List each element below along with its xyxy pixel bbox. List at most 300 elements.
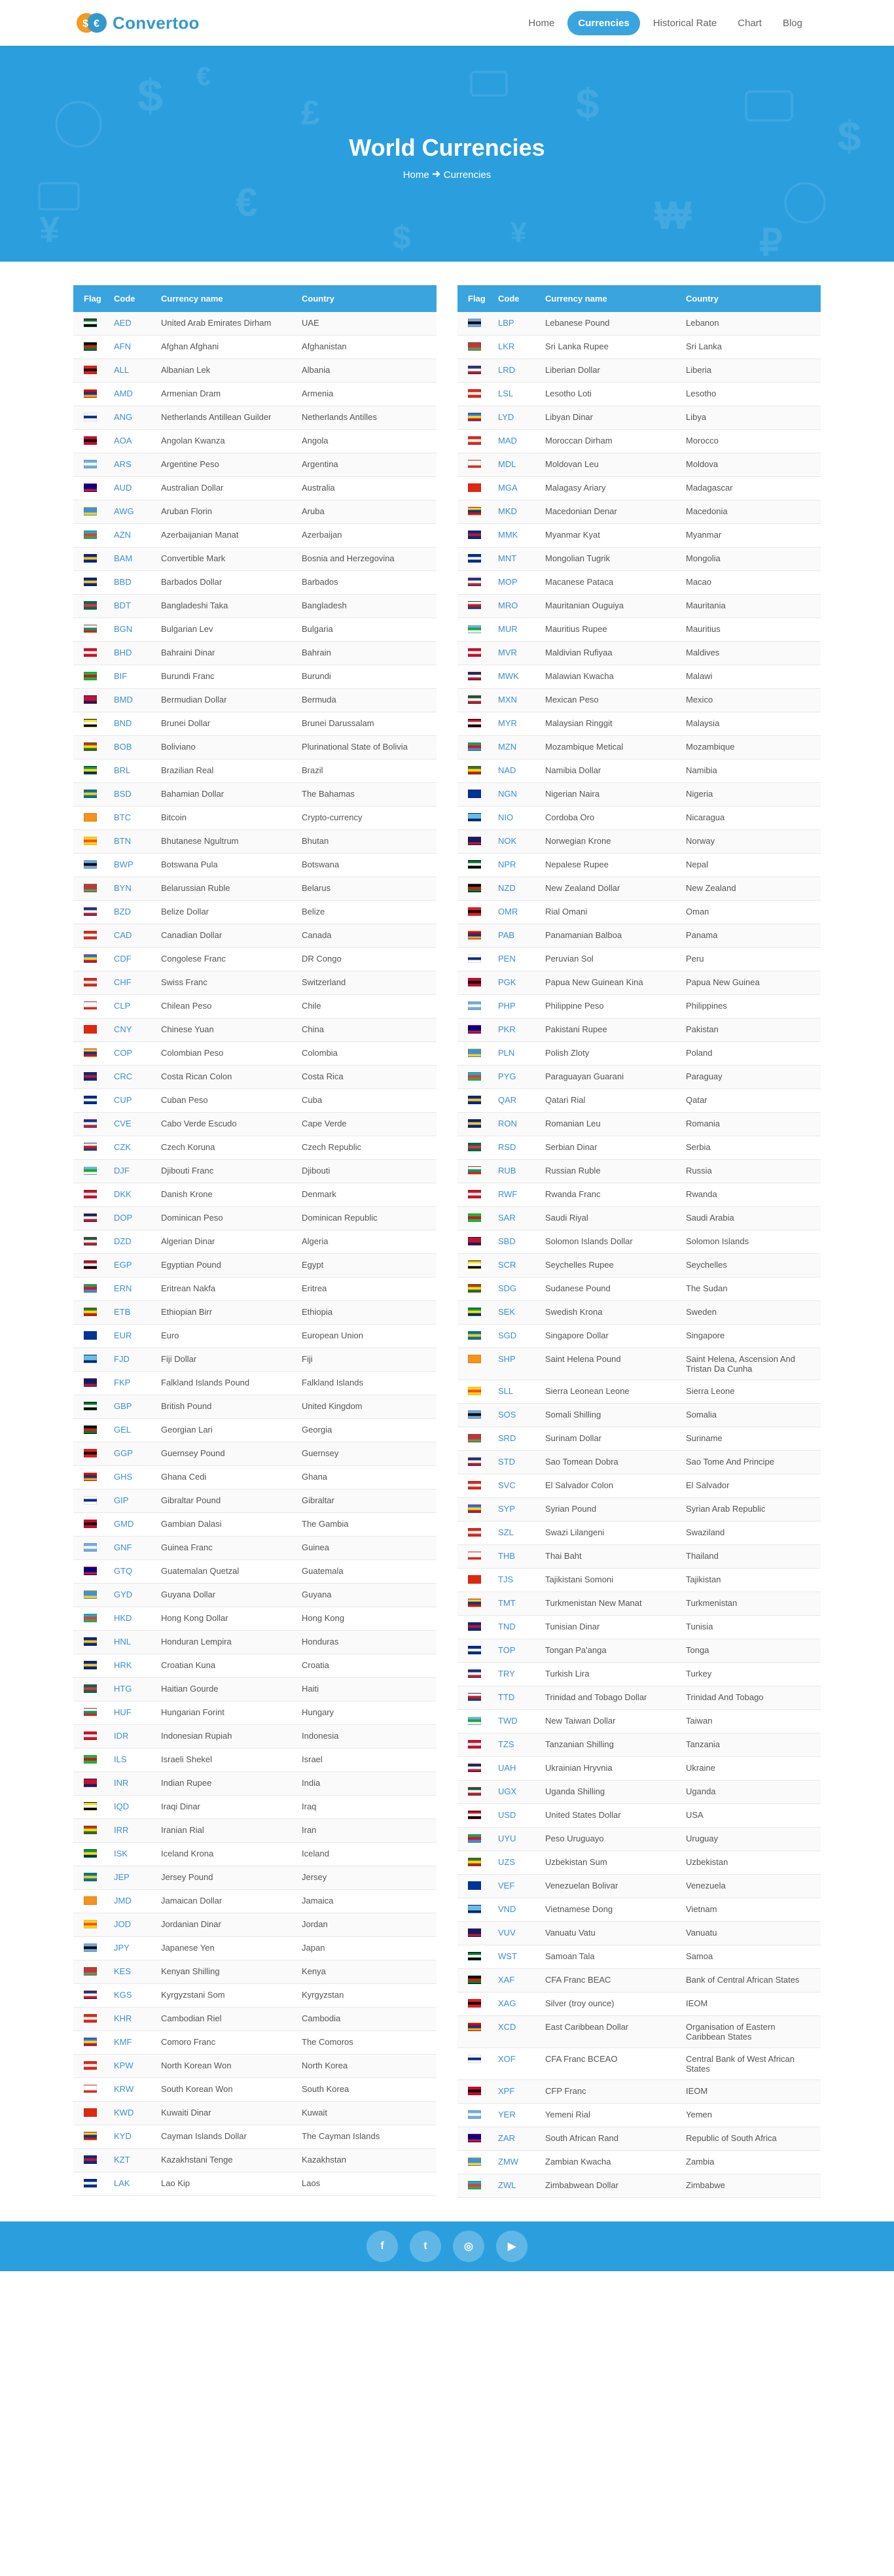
currency-code-link[interactable]: GHS <box>114 1466 161 1489</box>
currency-tables <box>0 262 894 2221</box>
currency-code-link[interactable]: ZMW <box>498 2151 545 2174</box>
country-name: Ukraine <box>686 1757 821 1781</box>
currency-code-link[interactable]: UAH <box>498 1757 545 1781</box>
flag-cell <box>73 1348 114 1372</box>
currency-code-link[interactable]: BIF <box>114 665 161 689</box>
flag-cell <box>457 571 498 595</box>
currency-code-link[interactable]: BSD <box>114 783 161 807</box>
currency-code-link[interactable]: SHP <box>498 1348 545 1380</box>
currency-code-link[interactable]: IQD <box>114 1796 161 1819</box>
currency-code-link[interactable]: USD <box>498 1804 545 1828</box>
currency-code-link[interactable]: AOA <box>114 430 161 453</box>
currency-code-link[interactable]: MUR <box>498 618 545 642</box>
currency-code-link[interactable]: SZL <box>498 1522 545 1545</box>
flag-cell <box>457 453 498 477</box>
country-name: Libya <box>686 406 821 430</box>
currency-code-link[interactable]: BTC <box>114 807 161 830</box>
currency-name: Turkish Lira <box>545 1663 686 1686</box>
currency-code-link[interactable]: DJF <box>114 1160 161 1183</box>
flag-cell <box>73 1466 114 1489</box>
currency-code-link[interactable]: EUR <box>114 1325 161 1348</box>
flag-cell <box>73 1796 114 1819</box>
flag-icon <box>84 1496 97 1505</box>
flag-cell <box>457 1301 498 1325</box>
currency-name: Aruban Florin <box>161 500 302 524</box>
currency-code-link[interactable]: CZK <box>114 1136 161 1160</box>
currency-code-link[interactable]: GIP <box>114 1489 161 1513</box>
flag-icon <box>84 1779 97 1787</box>
flag-icon <box>468 483 481 492</box>
flag-cell <box>457 1089 498 1113</box>
currency-code-link[interactable]: BYN <box>114 877 161 901</box>
currency-name: Peruvian Sol <box>545 948 686 971</box>
flag-cell <box>73 2078 114 2102</box>
facebook-icon[interactable]: f <box>367 2231 398 2262</box>
currency-code-link[interactable]: XOF <box>498 2048 545 2080</box>
currency-code-link[interactable]: BHD <box>114 642 161 665</box>
flag-icon <box>468 884 481 892</box>
currency-code-link[interactable]: SOS <box>498 1404 545 1427</box>
currency-code-link[interactable]: KWD <box>114 2102 161 2125</box>
currency-name: Polish Zloty <box>545 1042 686 1066</box>
table-row <box>457 1639 821 1663</box>
flag-cell <box>457 642 498 665</box>
currency-code-link[interactable]: KES <box>114 1960 161 1984</box>
currency-code-link[interactable]: HRK <box>114 1654 161 1678</box>
currency-code-link[interactable]: AUD <box>114 477 161 500</box>
currency-code-link[interactable]: RON <box>498 1113 545 1136</box>
flag-icon <box>468 813 481 822</box>
flag-cell <box>73 783 114 807</box>
flag-cell <box>457 1639 498 1663</box>
table-row <box>73 665 437 689</box>
currency-code-link[interactable]: AZN <box>114 524 161 548</box>
currency-code-link[interactable]: BGN <box>114 618 161 642</box>
currency-code-link[interactable]: RUB <box>498 1160 545 1183</box>
currency-code-link[interactable]: QAR <box>498 1089 545 1113</box>
currency-code-link[interactable]: AED <box>114 312 161 336</box>
currency-code-link[interactable]: MKD <box>498 500 545 524</box>
currency-code-link[interactable]: MOP <box>498 571 545 595</box>
currency-code-link[interactable]: CAD <box>114 924 161 948</box>
currency-code-link[interactable]: LYD <box>498 406 545 430</box>
youtube-icon[interactable]: ▶ <box>496 2231 527 2262</box>
flag-cell <box>73 1866 114 1890</box>
currency-code-link[interactable]: BZD <box>114 901 161 924</box>
currency-name: Moroccan Dirham <box>545 430 686 453</box>
currency-name: Sierra Leonean Leone <box>545 1380 686 1404</box>
flag-cell <box>73 2172 114 2196</box>
currency-code-link[interactable]: KYD <box>114 2125 161 2149</box>
currency-code-link[interactable]: PHP <box>498 995 545 1018</box>
flag-cell <box>73 1254 114 1278</box>
currency-code-link[interactable]: SCR <box>498 1254 545 1278</box>
currency-code-link[interactable]: XAG <box>498 1993 545 2016</box>
country-name: Trinidad And Tobago <box>686 1686 821 1710</box>
currency-code-link[interactable]: CNY <box>114 1018 161 1042</box>
flag-cell <box>73 1819 114 1843</box>
currency-code-link[interactable]: KHR <box>114 2008 161 2031</box>
currency-name: Bahamian Dollar <box>161 783 302 807</box>
currency-code-link[interactable]: COP <box>114 1042 161 1066</box>
currency-code-link[interactable]: LAK <box>114 2172 161 2196</box>
currency-code-link[interactable]: SRD <box>498 1427 545 1451</box>
currency-code-link[interactable]: GBP <box>114 1395 161 1419</box>
currency-code-link[interactable]: EGP <box>114 1254 161 1278</box>
country-name: Hong Kong <box>302 1607 437 1631</box>
currency-code-link[interactable]: KGS <box>114 1984 161 2008</box>
currency-code-link[interactable]: CDF <box>114 948 161 971</box>
currency-code-link[interactable]: DKK <box>114 1183 161 1207</box>
currency-code-link[interactable]: CHF <box>114 971 161 995</box>
currency-code-link[interactable]: CUP <box>114 1089 161 1113</box>
currency-code-link[interactable]: TWD <box>498 1710 545 1733</box>
currency-code-link[interactable]: XAF <box>498 1969 545 1993</box>
country-name: Nicaragua <box>686 807 821 830</box>
currency-code-link[interactable]: IRR <box>114 1819 161 1843</box>
twitter-icon[interactable]: t <box>410 2231 441 2262</box>
flag-cell <box>457 1404 498 1427</box>
currency-code-link[interactable]: KPW <box>114 2055 161 2078</box>
currency-name: South African Rand <box>545 2127 686 2151</box>
currency-code-link[interactable]: SAR <box>498 1207 545 1230</box>
currency-code-link[interactable]: TRY <box>498 1663 545 1686</box>
flag-icon <box>468 625 481 633</box>
table-row <box>73 1325 437 1348</box>
table-row <box>73 1725 437 1749</box>
nav-link-chart[interactable]: Chart <box>738 17 762 29</box>
flag-cell <box>73 807 114 830</box>
table-row <box>457 1851 821 1875</box>
table-row <box>73 1183 437 1207</box>
currency-name: Brunei Dollar <box>161 712 302 736</box>
currency-code-link[interactable]: JOD <box>114 1913 161 1937</box>
nav-link-blog[interactable]: Blog <box>782 17 802 29</box>
currency-code-link[interactable]: BMD <box>114 689 161 712</box>
svg-text:€: € <box>196 62 211 91</box>
country-name: Dominican Republic <box>302 1207 437 1230</box>
currency-code-link[interactable]: TOP <box>498 1639 545 1663</box>
currency-code-link[interactable]: KRW <box>114 2078 161 2102</box>
flag-cell <box>457 736 498 759</box>
flag-cell <box>73 1678 114 1701</box>
flag-cell <box>73 1725 114 1749</box>
table-row <box>457 2151 821 2174</box>
flag-icon <box>468 1999 481 2008</box>
currency-code-link[interactable]: TTD <box>498 1686 545 1710</box>
currency-code-link[interactable]: AFN <box>114 336 161 359</box>
currency-code-link[interactable]: SYP <box>498 1498 545 1522</box>
flag-cell <box>457 524 498 548</box>
currency-code-link[interactable]: KMF <box>114 2031 161 2055</box>
flag-cell <box>457 2080 498 2104</box>
currency-code-link[interactable]: UGX <box>498 1781 545 1804</box>
table-row <box>73 901 437 924</box>
currency-code-link[interactable]: GMD <box>114 1513 161 1537</box>
currency-code-link[interactable]: BOB <box>114 736 161 759</box>
flag-icon <box>468 1905 481 1913</box>
instagram-icon[interactable]: ◎ <box>453 2231 484 2262</box>
table-row <box>457 901 821 924</box>
flag-cell <box>73 971 114 995</box>
currency-code-link[interactable]: SVC <box>498 1474 545 1498</box>
nav-link-currencies[interactable]: Currencies <box>567 11 639 35</box>
flag-icon <box>468 531 481 539</box>
currency-code-link[interactable]: GYD <box>114 1584 161 1607</box>
country-name: Denmark <box>302 1183 437 1207</box>
nav-link-home[interactable]: Home <box>528 17 555 29</box>
currency-code-link[interactable]: TJS <box>498 1569 545 1592</box>
flag-cell <box>73 1042 114 1066</box>
currency-code-link[interactable]: TND <box>498 1616 545 1639</box>
table-row <box>73 524 437 548</box>
currency-name: Brazilian Real <box>161 759 302 783</box>
currency-code-link[interactable]: BTN <box>114 830 161 854</box>
country-name: IEOM <box>686 2080 821 2104</box>
currency-code-link[interactable]: STD <box>498 1451 545 1474</box>
country-name: Bosnia and Herzegovina <box>302 548 437 571</box>
currency-code-link[interactable]: MWK <box>498 665 545 689</box>
currency-code-link[interactable]: NAD <box>498 759 545 783</box>
currency-code-link[interactable]: PEN <box>498 948 545 971</box>
currency-code-link[interactable]: XPF <box>498 2080 545 2104</box>
currency-code-link[interactable]: VND <box>498 1898 545 1922</box>
currency-code-link[interactable]: BDT <box>114 595 161 618</box>
currency-code-link[interactable]: GEL <box>114 1419 161 1442</box>
table-row <box>457 712 821 736</box>
currency-code-link[interactable]: INR <box>114 1772 161 1796</box>
flag-cell <box>457 1113 498 1136</box>
currency-code-link[interactable]: SLL <box>498 1380 545 1404</box>
table-row <box>73 1819 437 1843</box>
currency-code-link[interactable]: WST <box>498 1945 545 1969</box>
country-name: Pakistan <box>686 1018 821 1042</box>
currency-code-link[interactable]: TMT <box>498 1592 545 1616</box>
currency-code-link[interactable]: OMR <box>498 901 545 924</box>
currency-code-link[interactable]: UZS <box>498 1851 545 1875</box>
flag-cell <box>457 807 498 830</box>
country-name: Syrian Arab Republic <box>686 1498 821 1522</box>
currency-code-link[interactable]: BRL <box>114 759 161 783</box>
currency-code-link[interactable]: XCD <box>498 2016 545 2048</box>
currency-name: Solomon Islands Dollar <box>545 1230 686 1254</box>
currency-code-link[interactable]: AWG <box>114 500 161 524</box>
currency-code-link[interactable]: ANG <box>114 406 161 430</box>
currency-name: Bhutanese Ngultrum <box>161 830 302 854</box>
currency-code-link[interactable]: ALL <box>114 359 161 383</box>
country-name: Mauritius <box>686 618 821 642</box>
currency-code-link[interactable]: NPR <box>498 854 545 877</box>
currency-code-link[interactable]: VEF <box>498 1875 545 1898</box>
currency-name: Nigerian Naira <box>545 783 686 807</box>
header-flag: Flag <box>73 285 114 312</box>
currency-name: Egyptian Pound <box>161 1254 302 1278</box>
currency-code-link[interactable]: PYG <box>498 1066 545 1089</box>
flag-icon <box>84 1967 97 1976</box>
currency-code-link[interactable]: MYR <box>498 712 545 736</box>
currency-code-link[interactable]: LKR <box>498 336 545 359</box>
currency-code-link[interactable]: FKP <box>114 1372 161 1395</box>
currency-code-link[interactable]: GNF <box>114 1537 161 1560</box>
currency-code-link[interactable]: LRD <box>498 359 545 383</box>
currency-code-link[interactable]: PGK <box>498 971 545 995</box>
currency-code-link[interactable]: BND <box>114 712 161 736</box>
table-row <box>457 1498 821 1522</box>
flag-cell <box>457 1230 498 1254</box>
table-row <box>73 1654 437 1678</box>
currency-code-link[interactable]: DZD <box>114 1230 161 1254</box>
currency-code-link[interactable]: NIO <box>498 807 545 830</box>
currency-code-link[interactable]: KZT <box>114 2149 161 2172</box>
currency-code-link[interactable]: UYU <box>498 1828 545 1851</box>
currency-name: Mexican Peso <box>545 689 686 712</box>
currency-code-link[interactable]: ERN <box>114 1278 161 1301</box>
currency-name: Kazakhstani Tenge <box>161 2149 302 2172</box>
flag-cell <box>73 2125 114 2149</box>
currency-code-link[interactable]: LSL <box>498 383 545 406</box>
currency-code-link[interactable]: HKD <box>114 1607 161 1631</box>
flag-icon <box>84 1402 97 1410</box>
flag-cell <box>73 1066 114 1089</box>
currency-code-link[interactable]: NOK <box>498 830 545 854</box>
currency-code-link[interactable]: MGA <box>498 477 545 500</box>
currency-code-link[interactable]: ZWL <box>498 2174 545 2198</box>
flag-icon <box>468 413 481 421</box>
svg-text:$: $ <box>82 18 88 29</box>
table-row <box>73 1419 437 1442</box>
currency-code-link[interactable]: MMK <box>498 524 545 548</box>
currency-code-link[interactable]: FJD <box>114 1348 161 1372</box>
flag-icon <box>84 1802 97 1811</box>
currency-code-link[interactable]: BAM <box>114 548 161 571</box>
table-row <box>457 548 821 571</box>
currency-name: Croatian Kuna <box>161 1654 302 1678</box>
flag-cell <box>73 1984 114 2008</box>
table-row <box>73 477 437 500</box>
country-name: Guatemala <box>302 1560 437 1584</box>
flag-cell <box>457 1522 498 1545</box>
currency-code-link[interactable]: LBP <box>498 312 545 336</box>
flag-cell <box>73 430 114 453</box>
currency-code-link[interactable]: MZN <box>498 736 545 759</box>
currency-code-link[interactable]: YER <box>498 2104 545 2127</box>
currency-code-link[interactable]: ETB <box>114 1301 161 1325</box>
currency-code-link[interactable]: RSD <box>498 1136 545 1160</box>
currency-name: Namibia Dollar <box>545 759 686 783</box>
currency-code-link[interactable]: SGD <box>498 1325 545 1348</box>
country-name: Mexico <box>686 689 821 712</box>
country-name: Laos <box>302 2172 437 2196</box>
country-name: Georgia <box>302 1419 437 1442</box>
breadcrumb-home-link[interactable]: Home <box>402 169 429 181</box>
currency-table-right <box>457 285 821 2198</box>
currency-code-link[interactable]: NGN <box>498 783 545 807</box>
currency-code-link[interactable]: ISK <box>114 1843 161 1866</box>
country-name: Ghana <box>302 1466 437 1489</box>
currency-code-link[interactable]: AMD <box>114 383 161 406</box>
currency-code-link[interactable]: MNT <box>498 548 545 571</box>
country-name: Chile <box>302 995 437 1018</box>
currency-code-link[interactable]: CVE <box>114 1113 161 1136</box>
country-name: Suriname <box>686 1427 821 1451</box>
currency-code-link[interactable]: JEP <box>114 1866 161 1890</box>
currency-code-link[interactable]: IDR <box>114 1725 161 1749</box>
currency-code-link[interactable]: RWF <box>498 1183 545 1207</box>
currency-code-link[interactable]: MAD <box>498 430 545 453</box>
flag-cell <box>457 2016 498 2048</box>
currency-code-link[interactable]: CLP <box>114 995 161 1018</box>
flag-icon <box>84 1143 97 1151</box>
currency-code-link[interactable]: MRO <box>498 595 545 618</box>
flag-icon <box>468 1740 481 1749</box>
flag-cell <box>73 877 114 901</box>
currency-code-link[interactable]: MDL <box>498 453 545 477</box>
currency-code-link[interactable]: ARS <box>114 453 161 477</box>
currency-name: Sri Lanka Rupee <box>545 336 686 359</box>
country-name: Lebanon <box>686 312 821 336</box>
currency-code-link[interactable]: SDG <box>498 1278 545 1301</box>
currency-code-link[interactable]: NZD <box>498 877 545 901</box>
flag-icon <box>84 1025 97 1034</box>
currency-code-link[interactable]: MXN <box>498 689 545 712</box>
flag-icon <box>84 1190 97 1198</box>
currency-code-link[interactable]: JPY <box>114 1937 161 1960</box>
nav-link-historical-rate[interactable]: Historical Rate <box>653 17 717 29</box>
logo[interactable] <box>73 5 200 41</box>
country-name: Guyana <box>302 1584 437 1607</box>
flag-icon <box>468 1261 481 1269</box>
currency-code-link[interactable]: VUV <box>498 1922 545 1945</box>
country-name: South Korea <box>302 2078 437 2102</box>
currency-name: Cabo Verde Escudo <box>161 1113 302 1136</box>
currency-code-link[interactable]: PLN <box>498 1042 545 1066</box>
country-name: Singapore <box>686 1325 821 1348</box>
currency-code-link[interactable]: SBD <box>498 1230 545 1254</box>
currency-code-link[interactable]: GGP <box>114 1442 161 1466</box>
currency-code-link[interactable]: SEK <box>498 1301 545 1325</box>
currency-code-link[interactable]: HUF <box>114 1701 161 1725</box>
currency-code-link[interactable]: DOP <box>114 1207 161 1230</box>
currency-code-link[interactable]: BBD <box>114 571 161 595</box>
currency-name: Argentine Peso <box>161 453 302 477</box>
currency-code-link[interactable]: HNL <box>114 1631 161 1654</box>
currency-code-link[interactable]: TZS <box>498 1733 545 1757</box>
currency-code-link[interactable]: GTQ <box>114 1560 161 1584</box>
currency-code-link[interactable]: ZAR <box>498 2127 545 2151</box>
country-name: Serbia <box>686 1136 821 1160</box>
currency-code-link[interactable]: CRC <box>114 1066 161 1089</box>
currency-code-link[interactable]: JMD <box>114 1890 161 1913</box>
country-name: UAE <box>302 312 437 336</box>
country-name: USA <box>686 1804 821 1828</box>
currency-code-link[interactable]: PKR <box>498 1018 545 1042</box>
currency-name: Colombian Peso <box>161 1042 302 1066</box>
currency-code-link[interactable]: ILS <box>114 1749 161 1772</box>
currency-code-link[interactable]: HTG <box>114 1678 161 1701</box>
flag-cell <box>73 1278 114 1301</box>
currency-name: Guyana Dollar <box>161 1584 302 1607</box>
currency-name: Swazi Lilangeni <box>545 1522 686 1545</box>
table-row <box>73 1890 437 1913</box>
currency-code-link[interactable]: PAB <box>498 924 545 948</box>
table-row <box>73 1489 437 1513</box>
currency-code-link[interactable]: BWP <box>114 854 161 877</box>
country-name: Ethiopia <box>302 1301 437 1325</box>
currency-code-link[interactable]: MVR <box>498 642 545 665</box>
table-row <box>457 1733 821 1757</box>
flag-cell <box>457 1616 498 1639</box>
currency-code-link[interactable]: THB <box>498 1545 545 1569</box>
